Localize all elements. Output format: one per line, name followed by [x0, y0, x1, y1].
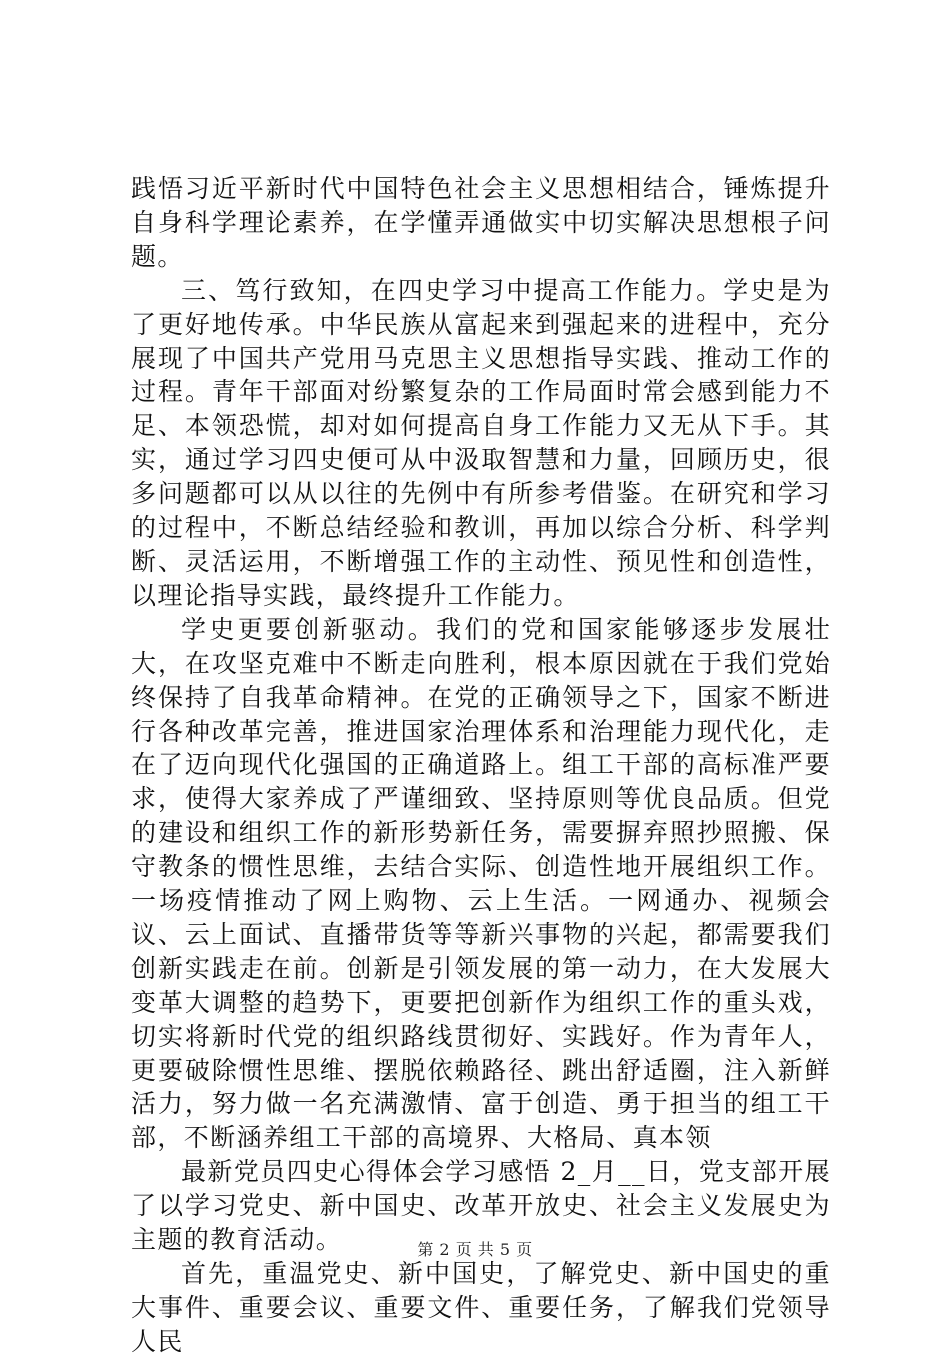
paragraph-3: 学史更要创新驱动。我们的党和国家能够逐步发展壮大，在攻坚克难中不断走向胜利，根本原因就在于我们党始终保持了自我革命精神。在党的正确领导之下，国家不断进行各种改革完善，推进国家治理体系和治理能力现代化，走在了迈向现代化强国的正确道路上。组工干部的高标准严要求，使得大家养成了严谨细致、坚持原则等优良品质。但党的建设和组织工作的新形势新任务，需要摒弃照抄照搬、保守教条的惯性思维，去结合实际、创造性地开展组织工作。一场疫情推动了网上购物、云上生活。一网通办、视频会议、云上面试、直播带货等等新兴事物的兴起，都需要我们创新实践走在前。创新是引领发展的第一动力，在大发展大变革大调整的趋势下，更要把创新作为组织工作的重头戏，切实将新时代党的组织路线贯彻好、实践好。作为青年人，更要破除惯性思维、摆脱依赖路径、跳出舒适圈，注入新鲜活力，努力做一名充满激情、富于创造、勇于担当的组工干部，不断涵养组工干部的高境界、大格局、真本领 — [131, 614, 831, 1153]
paragraph-5: 首先，重温党史、新中国史，了解党史、新中国史的重大事件、重要会议、重要文件、重要任务，了解我们党领导人民 — [131, 1259, 831, 1356]
paragraph-1: 践悟习近平新时代中国特色社会主义思想相结合，锤炼提升自身科学理论素养，在学懂弄通做实中切实解决思想根子问题。 — [131, 174, 831, 271]
document-body — [131, 172, 831, 1359]
paragraph-2: 三、笃行致知，在四史学习中提高工作能力。学史是为了更好地传承。中华民族从富起来到强起来的进程中，充分展现了中国共产党用马克思主义思想指导实践、推动工作的过程。青年干部面对纷繁复杂的工作局面时常会感到能力不足、本领恐慌，却对如何提高自身工作能力又无从下手。其实，通过学习四史便可从中汲取智慧和力量，回顾历史，很多问题都可以从以往的先例中有所参考借鉴。在研究和学习的过程中，不断总结经验和教训，再加以综合分析、科学判断、灵活运用，不断增强工作的主动性、预见性和创造性，以理论指导实践，最终提升工作能力。 — [131, 275, 831, 610]
paragraph-4: 最新党员四史心得体会学习感悟 2_月__日，党支部开展了以学习党史、新中国史、改革开放史、社会主义发展史为主题的教育活动。 — [131, 1157, 831, 1255]
page-number-footer: 第 2 页 共 5 页 — [417, 1240, 533, 1259]
